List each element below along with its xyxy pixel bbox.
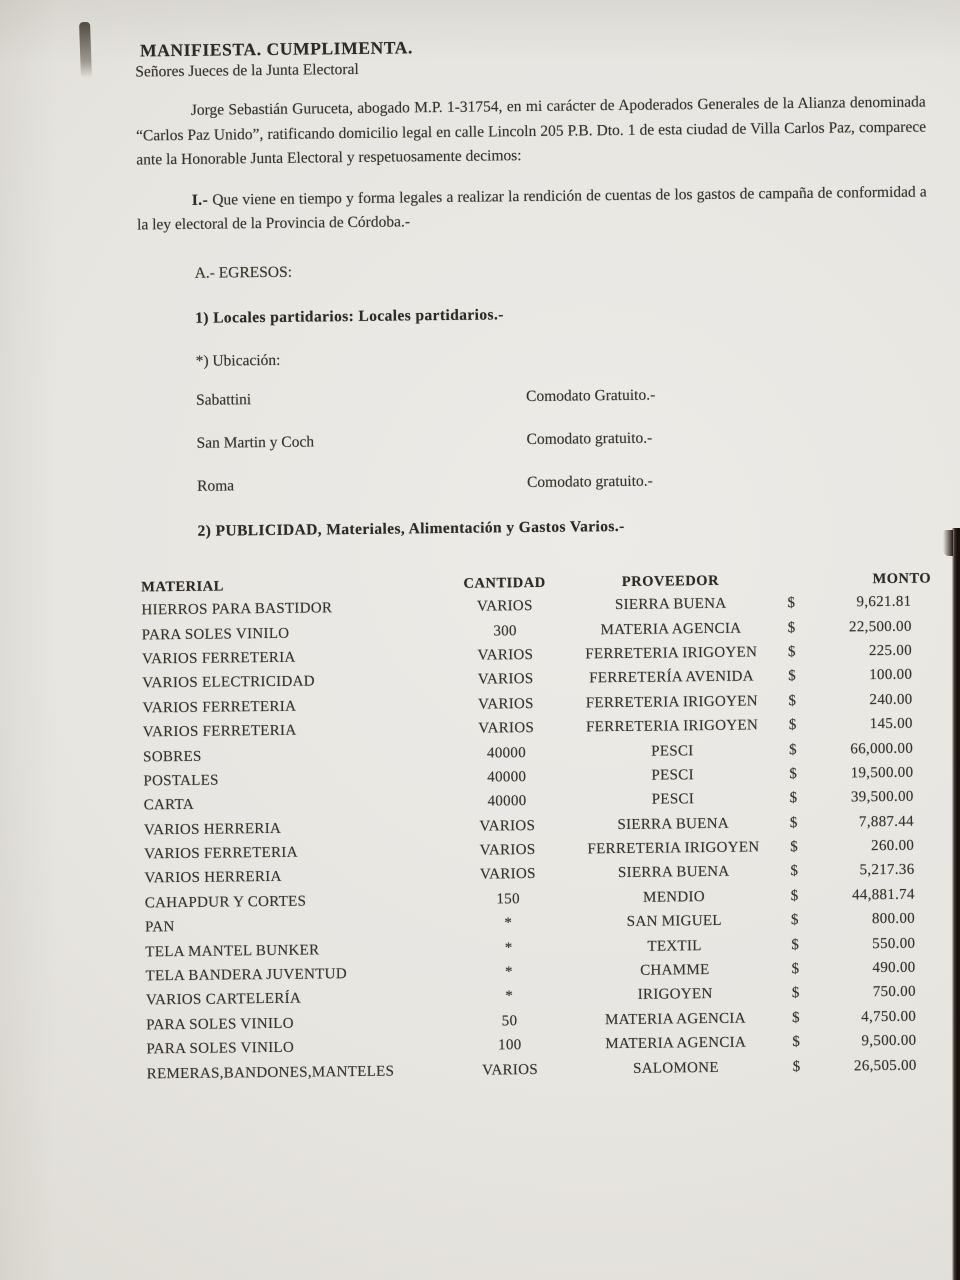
cell-monto — [777, 883, 935, 909]
location-status: Comodato gratuito.- — [526, 429, 653, 448]
ubicacion-label: *) Ubicación: — [195, 351, 281, 370]
cell-cantidad: 40000 — [487, 768, 527, 786]
locations-list — [139, 383, 930, 502]
currency-symbol: $ — [787, 619, 796, 636]
header-proveedor: PROVEEDOR — [621, 572, 720, 590]
location-name: Sabattini — [195, 390, 252, 409]
location-name: Roma — [196, 476, 235, 495]
cell-proveedor: TEXTIL — [647, 937, 702, 955]
cell-monto — [775, 736, 933, 762]
cell-material: VARIOS FERRETERIA — [142, 698, 297, 717]
amount-value: 19,500.00 — [850, 764, 914, 782]
cell-cantidad: VARIOS — [482, 1061, 539, 1079]
currency-symbol: $ — [792, 1034, 801, 1051]
cell-material: VARIOS FERRETERIA — [142, 722, 297, 741]
cell-material: VARIOS CARTELERÍA — [145, 991, 302, 1009]
amount-value: 26,505.00 — [853, 1057, 917, 1074]
cell-proveedor: SAN MIGUEL — [626, 913, 722, 931]
amount-value: 225.00 — [868, 642, 913, 660]
cell-monto — [776, 809, 934, 835]
currency-symbol: $ — [788, 717, 797, 734]
amount-value: 490.00 — [872, 959, 916, 977]
cell-proveedor: SIERRA BUENA — [617, 864, 730, 882]
location-row — [196, 383, 929, 415]
currency-symbol: $ — [792, 1009, 801, 1026]
cell-proveedor: SALOMONE — [632, 1059, 719, 1077]
cell-proveedor: IRIGOYEN — [637, 986, 713, 1004]
amount-value: 550.00 — [872, 935, 916, 952]
cell-material: HIERROS PARA BASTIDOR — [141, 600, 333, 619]
cell-cantidad: * — [505, 988, 514, 1005]
currency-symbol: $ — [787, 595, 796, 612]
amount-value: 750.00 — [872, 984, 916, 1001]
amount-value: 39,500.00 — [850, 788, 914, 806]
item-one-paragraph — [137, 180, 928, 238]
cell-monto — [777, 931, 935, 957]
cell-cantidad: * — [504, 915, 513, 932]
amount-value: 260.00 — [871, 837, 915, 855]
cell-material: REMERAS,BANDONES,MANTELES — [146, 1063, 395, 1082]
cell-material: CAHAPDUR Y CORTES — [144, 893, 307, 912]
cell-material: VARIOS FERRETERIA — [144, 844, 298, 863]
amount-value: 22,500.00 — [848, 618, 912, 635]
cell-material: VARIOS HERRERIA — [144, 869, 282, 887]
cell-proveedor: MATERIA AGENCIA — [605, 1034, 747, 1053]
cell-proveedor: MATERIA AGENCIA — [604, 1010, 746, 1029]
cell-proveedor: FERRETERÍA AVENIDA — [589, 668, 754, 687]
cell-monto — [775, 712, 933, 738]
cell-material: PAN — [144, 919, 175, 936]
cell-cantidad: VARIOS — [477, 646, 534, 664]
cell-monto — [778, 1029, 936, 1055]
item-one-text: Que viene en tiempo y forma legales a realizar la rendición de cuentas de los gastos de campaña de conformidad a la ley electoral de la Provincia de Córdoba.- — [136, 182, 927, 234]
location-row — [196, 426, 929, 458]
currency-symbol: $ — [788, 692, 797, 709]
cell-proveedor: FERRETERIA IRIGOYEN — [585, 693, 758, 712]
cell-monto — [777, 956, 935, 982]
cell-material: PARA SOLES VINILO — [141, 625, 290, 643]
cell-monto — [776, 834, 934, 860]
intro-paragraph: Jorge Sebastián Guruceta, abogado M.P. 1-31754, en mi carácter de Apoderados Generales de la Alianza denominada “Carlos Paz Unido”, ratificando domicilio legal en calle Lincoln 205 P.B. Dto. 1 de esta ciudad de Villa Carlos Paz, comparece ante la Honorable Junta Electoral y respetuosamente decimos: — [135, 93, 927, 169]
salutation: Señores Jueces de la Junta Electoral — [135, 60, 359, 81]
location-name: San Martin y Coch — [196, 432, 315, 452]
cell-monto — [778, 1005, 936, 1031]
cell-proveedor: SIERRA BUENA — [617, 815, 730, 833]
cell-proveedor: PESCI — [651, 742, 694, 760]
cell-proveedor: SIERRA BUENA — [614, 595, 727, 614]
cell-cantidad: 300 — [493, 622, 517, 640]
scan-edge-shadow — [952, 528, 960, 1280]
amount-value: 9,500.00 — [861, 1032, 917, 1050]
document-title: MANIFIESTA. CUMPLIMENTA. — [140, 37, 414, 61]
amount-value: 7,887.44 — [858, 813, 915, 830]
section-locales-heading: 1) Locales partidarios: Locales partidarios.- — [195, 305, 504, 327]
cell-cantidad: VARIOS — [478, 720, 535, 737]
cell-material: SOBRES — [143, 748, 202, 765]
cell-proveedor: FERRETERIA IRIGOYEN — [587, 839, 760, 858]
currency-symbol: $ — [791, 936, 800, 953]
cell-material: POSTALES — [143, 772, 219, 790]
cell-cantidad: VARIOS — [479, 866, 536, 884]
currency-symbol: $ — [791, 961, 800, 978]
cell-cantidad: VARIOS — [479, 842, 536, 859]
cell-cantidad: 50 — [501, 1013, 518, 1030]
cell-material: PARA SOLES VINILO — [146, 1039, 295, 1058]
currency-symbol: $ — [788, 668, 797, 685]
cell-proveedor: MENDIO — [643, 888, 706, 906]
currency-symbol: $ — [789, 790, 798, 807]
currency-symbol: $ — [790, 912, 799, 929]
location-status: Comodato Gratuito.- — [525, 386, 656, 405]
cell-proveedor: PESCI — [651, 791, 695, 808]
cell-cantidad: 100 — [498, 1037, 522, 1054]
amount-value: 240.00 — [869, 691, 913, 708]
cell-monto — [773, 590, 931, 616]
cell-monto — [777, 907, 935, 933]
cell-cantidad: 150 — [496, 891, 520, 908]
amount-value: 5,217.36 — [859, 862, 915, 879]
cell-monto — [779, 1053, 937, 1079]
cell-material: TELA MANTEL BUNKER — [145, 942, 320, 961]
document-page — [135, 31, 937, 1086]
scan-artifact-mark — [79, 22, 92, 78]
amount-value: 800.00 — [871, 910, 916, 928]
cell-proveedor: FERRETERIA IRIGOYEN — [585, 644, 758, 663]
cell-material: TELA BANDERA JUVENTUD — [145, 966, 347, 985]
cell-monto — [774, 688, 932, 714]
cell-cantidad: VARIOS — [477, 695, 534, 713]
currency-symbol: $ — [787, 643, 796, 661]
cell-cantidad: * — [504, 939, 513, 956]
cell-material: VARIOS ELECTRICIDAD — [142, 673, 315, 692]
currency-symbol: $ — [789, 814, 798, 831]
cell-proveedor: CHAMME — [640, 962, 710, 979]
cell-cantidad: 40000 — [486, 744, 527, 762]
currency-symbol: $ — [789, 765, 798, 782]
cell-material: CARTA — [143, 797, 195, 814]
location-status: Comodato gratuito.- — [526, 472, 653, 491]
cell-proveedor: PESCI — [651, 767, 694, 784]
cell-proveedor: MATERIA AGENCIA — [600, 620, 742, 638]
cell-monto — [775, 761, 933, 787]
amount-value: 100.00 — [869, 667, 913, 684]
header-material: MATERIAL — [141, 577, 224, 595]
cell-cantidad: * — [504, 964, 513, 981]
cell-monto — [776, 858, 934, 884]
cell-material: PARA SOLES VINILO — [146, 1015, 294, 1034]
amount-value: 9,621.81 — [856, 593, 912, 611]
cell-cantidad: 40000 — [487, 793, 527, 810]
expenses-table — [141, 570, 937, 1087]
currency-symbol: $ — [790, 887, 799, 904]
location-row — [197, 469, 930, 501]
cell-monto — [774, 614, 932, 640]
header-cantidad: CANTIDAD — [463, 574, 546, 592]
cell-monto — [774, 663, 932, 689]
currency-symbol: $ — [792, 1058, 801, 1075]
currency-symbol: $ — [790, 839, 799, 856]
cell-material: VARIOS HERRERIA — [143, 820, 282, 839]
currency-symbol: $ — [788, 741, 797, 758]
amount-value: 145.00 — [869, 715, 913, 733]
currency-symbol: $ — [791, 985, 800, 1002]
header-monto: MONTO — [872, 569, 932, 587]
cell-monto — [778, 980, 936, 1006]
cell-cantidad: VARIOS — [476, 598, 533, 615]
cell-material: VARIOS FERRETERIA — [141, 649, 296, 668]
cell-proveedor: FERRETERIA IRIGOYEN — [586, 717, 759, 736]
currency-symbol: $ — [790, 863, 799, 880]
cell-monto — [775, 785, 933, 811]
section-publicidad-heading: 2) PUBLICIDAD, Materiales, Alimentación y Gastos Varios.- — [197, 517, 625, 540]
amount-value: 44,881.74 — [851, 886, 915, 904]
section-egresos-heading: A.- EGRESOS: — [194, 263, 293, 282]
cell-cantidad: VARIOS — [479, 817, 536, 835]
item-one-label: I.- — [191, 191, 209, 209]
cell-cantidad: VARIOS — [477, 671, 534, 688]
amount-value: 66,000.00 — [850, 740, 914, 757]
amount-value: 4,750.00 — [861, 1008, 917, 1026]
cell-monto — [774, 639, 932, 665]
